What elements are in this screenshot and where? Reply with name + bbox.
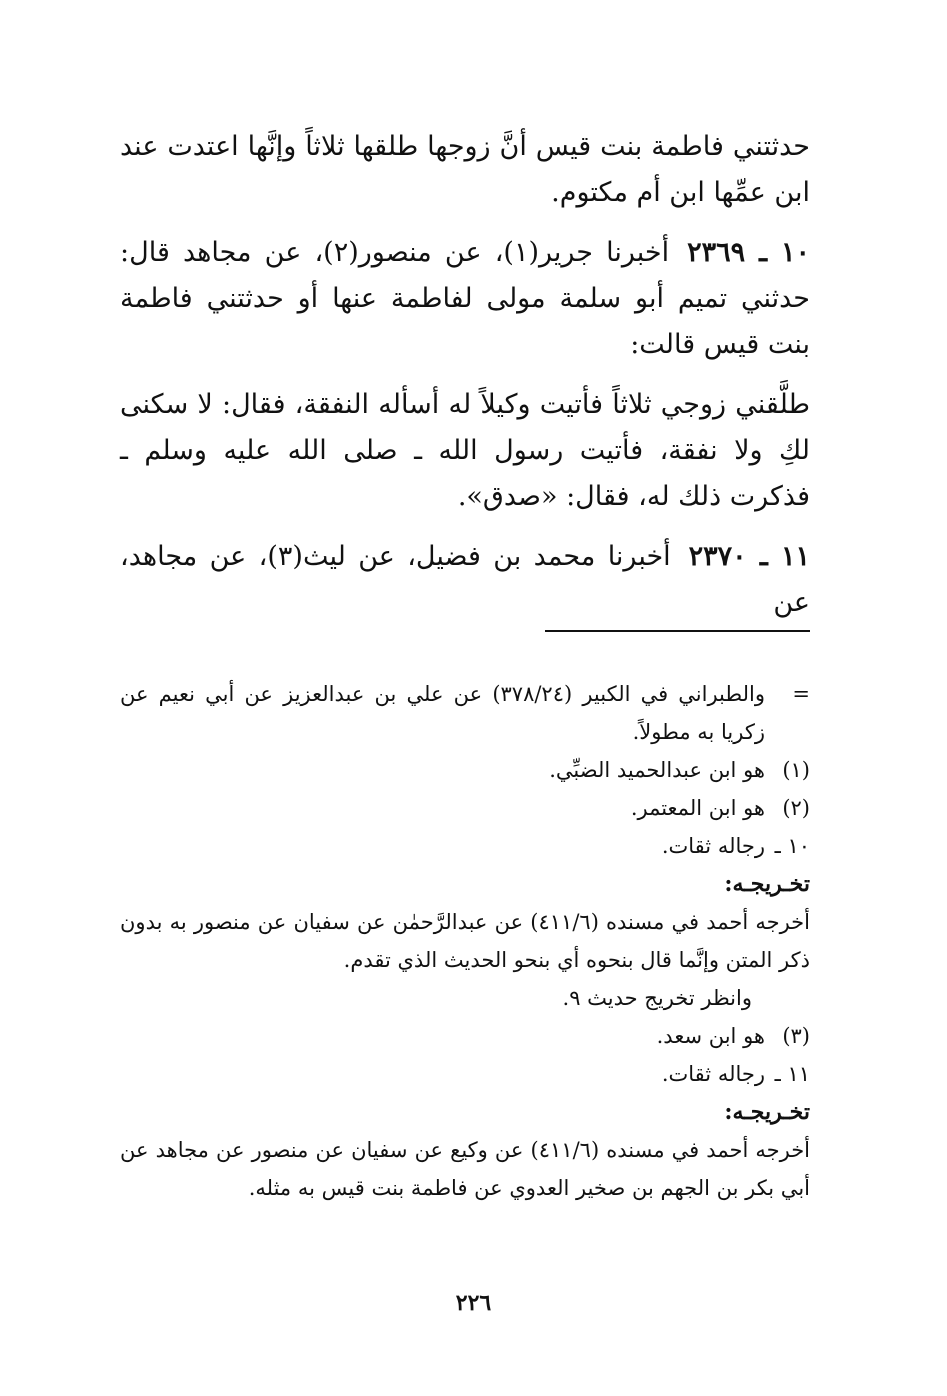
note-11-mark: ١١ ـ — [774, 1062, 810, 1086]
hadith-number-2369: ١٠ ـ ٢٣٦٩ — [687, 237, 810, 268]
note-11-text: رجاله ثقات. — [661, 1062, 765, 1086]
footnote-1-text: هو ابن عبدالحميد الضبِّي. — [549, 758, 765, 782]
footnote-3-mark: (٣) — [782, 1024, 810, 1048]
note-10-text: رجاله ثقات. — [661, 834, 765, 858]
note-hadith-11 — [120, 1055, 810, 1093]
takhrij-1-text: أخرجه أحمد في مسنده (٤١١/٦) عن عبدالرَّحمٰن عن سفيان عن منصور به بدون ذكر المتن وإنَّما قال بنحوه أي بنحو الحديث الذي تقدم. — [120, 910, 810, 972]
hadith-text-2370: أخبرنا محمد بن فضيل، عن ليث(٣)، عن مجاهد، عن — [120, 541, 810, 618]
hadith-text-2369: أخبرنا جرير(١)، عن منصور(٢)، عن مجاهد قال: حدثني تميم أبو سلمة مولى لفاطمة عنها أو حدثتني فاطمة بنت قيس قالت: — [120, 237, 810, 360]
footnote-continuation — [120, 675, 810, 751]
note-hadith-10 — [120, 827, 810, 865]
hadith-2370 — [120, 534, 810, 626]
takhrij-heading-1: تخـريجـه: — [724, 871, 810, 897]
footnote-2-text: هو ابن المعتمر. — [630, 796, 765, 820]
takhrij-heading-2: تخـريجـه: — [724, 1099, 810, 1125]
footnote-2 — [120, 789, 810, 827]
footnote-separator — [545, 630, 810, 632]
hadith-number-2370: ١١ ـ ٢٣٧٠ — [688, 541, 810, 572]
footnote-1-mark: (١) — [782, 758, 810, 782]
page-number: ٢٢٦ — [455, 1290, 492, 1316]
note-10-mark: ١٠ ـ — [774, 834, 810, 858]
footnote-2-mark: (٢) — [782, 796, 810, 820]
footnote-3 — [120, 1017, 810, 1055]
takhrij-1-see-also: وانظر تخريج حديث ٩. — [562, 986, 752, 1010]
paragraph-1: حدثتني فاطمة بنت قيس أنَّ زوجها طلقها ثلاثاً وإنَّها اعتدت عند ابن عمِّها ابن أم مكتوم. — [120, 131, 810, 208]
takhrij-2-text: أخرجه أحمد في مسنده (٤١١/٦) عن وكيع عن سفيان عن منصور عن مجاهد عن أبي بكر بن الجهم بن صخير العدوي عن فاطمة بنت قيس به مثله. — [120, 1138, 811, 1200]
footnote-3-text: هو ابن سعد. — [656, 1024, 765, 1048]
continuation-mark: = — [792, 682, 810, 706]
main-text — [120, 124, 810, 640]
footnote-1 — [120, 751, 810, 789]
footnotes — [120, 675, 810, 1207]
continuation-text: والطبراني في الكبير (٣٧٨/٢٤) عن علي بن عبدالعزيز عن أبي نعيم عن زكريا به مطولاً. — [120, 682, 765, 744]
paragraph-3: طلَّقني زوجي ثلاثاً فأتيت وكيلاً له أسأله النفقة، فقال: لا سكنى لكِ ولا نفقة، فأتيت رسول الله ـ صلى الله عليه وسلم ـ فذكرت ذلك له، فقال: «صدق». — [120, 389, 810, 512]
hadith-2369 — [120, 230, 810, 368]
